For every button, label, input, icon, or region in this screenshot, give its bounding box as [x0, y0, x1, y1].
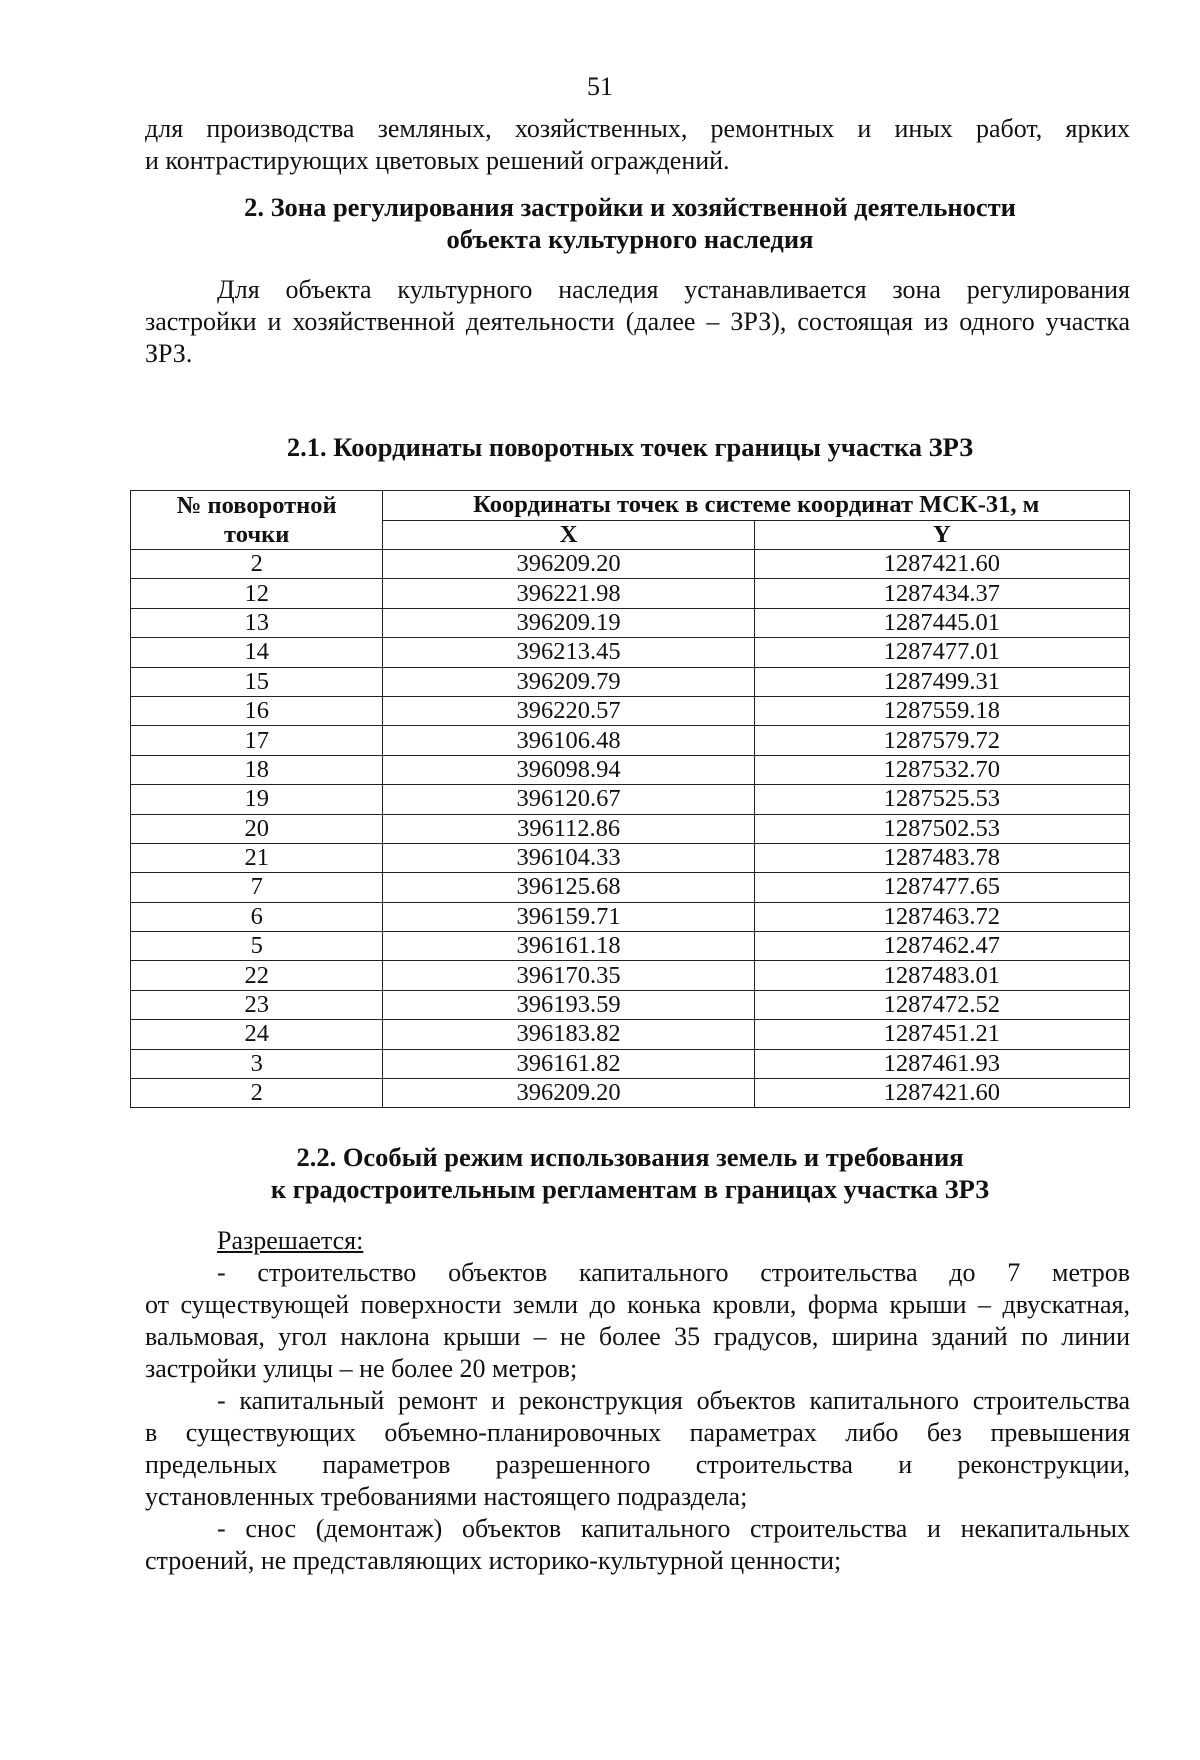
y-coordinate-cell: 1287451.21 [754, 1020, 1129, 1049]
y-coordinate-cell: 1287477.01 [754, 638, 1129, 667]
section-2-heading [130, 191, 1130, 255]
point-number-cell: 16 [131, 696, 383, 725]
heading-line: 2. Зона регулирования застройки и хозяйственной деятельности [244, 192, 1016, 222]
point-number-cell: 7 [131, 873, 383, 902]
heading-line: к градостроительным регламентам в границах участка ЗРЗ [270, 1174, 990, 1204]
table-row [131, 608, 1130, 637]
table-row [131, 814, 1130, 843]
table-row [131, 785, 1130, 814]
y-coordinate-cell: 1287483.78 [754, 843, 1129, 872]
x-coordinate-cell: 396209.20 [383, 1079, 754, 1108]
table-row [131, 843, 1130, 872]
x-coordinate-cell: 396209.19 [383, 608, 754, 637]
x-coordinate-cell: 396112.86 [383, 814, 754, 843]
y-coordinate-cell: 1287472.52 [754, 990, 1129, 1019]
point-number-cell: 17 [131, 726, 383, 755]
y-coordinate-cell: 1287463.72 [754, 902, 1129, 931]
point-number-cell: 20 [131, 814, 383, 843]
y-coordinate-cell: 1287525.53 [754, 785, 1129, 814]
header-coordinates: Координаты точек в системе координат МСК-31, м [383, 491, 1130, 521]
x-coordinate-cell: 396221.98 [383, 579, 754, 608]
y-coordinate-cell: 1287559.18 [754, 696, 1129, 725]
list-item [145, 1385, 1130, 1513]
point-number-cell: 19 [131, 785, 383, 814]
section-2-2-body [145, 1225, 1130, 1577]
table-row [131, 726, 1130, 755]
text-line: вальмовая, угол наклона крыши – не более 35 градусов, ширина зданий по линии [145, 1322, 1130, 1351]
x-coordinate-cell: 396170.35 [383, 961, 754, 990]
x-coordinate-cell: 396220.57 [383, 696, 754, 725]
point-number-cell: 3 [131, 1049, 383, 1078]
table-row [131, 961, 1130, 990]
y-coordinate-cell: 1287502.53 [754, 814, 1129, 843]
point-number-cell: 22 [131, 961, 383, 990]
heading-line: 2.2. Особый режим использования земель и требования [296, 1142, 964, 1172]
text-line: установленных требованиями настоящего подраздела; [145, 1482, 748, 1511]
x-coordinate-cell: 396161.82 [383, 1049, 754, 1078]
section-2-2-heading [130, 1141, 1130, 1205]
table-row [131, 990, 1130, 1019]
table-row [131, 1079, 1130, 1108]
point-number-cell: 6 [131, 902, 383, 931]
y-coordinate-cell: 1287483.01 [754, 961, 1129, 990]
point-number-cell: 21 [131, 843, 383, 872]
point-number-cell: 18 [131, 755, 383, 784]
section-2-paragraph [145, 274, 1130, 370]
point-number-cell: 2 [131, 1079, 383, 1108]
text-line: застройки и хозяйственной деятельности (далее – ЗРЗ), состоящая из одного участка [145, 307, 1130, 336]
coordinates-table [130, 490, 1130, 1108]
point-number-cell: 23 [131, 990, 383, 1019]
page-number: 51 [587, 72, 613, 101]
x-coordinate-cell: 396104.33 [383, 843, 754, 872]
allowed-label: Разрешается: [217, 1226, 364, 1255]
y-coordinate-cell: 1287462.47 [754, 932, 1129, 961]
table-row [131, 550, 1130, 579]
table-row [131, 902, 1130, 931]
y-coordinate-cell: 1287499.31 [754, 667, 1129, 696]
x-coordinate-cell: 396159.71 [383, 902, 754, 931]
text-line: и контрастирующих цветовых решений ограждений. [145, 146, 730, 175]
point-number-cell: 12 [131, 579, 383, 608]
list-item [145, 1513, 1130, 1577]
point-number-cell: 5 [131, 932, 383, 961]
x-coordinate-cell: 396209.79 [383, 667, 754, 696]
table-row [131, 1020, 1130, 1049]
x-coordinate-cell: 396183.82 [383, 1020, 754, 1049]
text-line: Для объекта культурного наследия устанавливается зона регулирования [217, 275, 1130, 304]
table-row [131, 1049, 1130, 1078]
y-coordinate-cell: 1287579.72 [754, 726, 1129, 755]
point-number-cell: 24 [131, 1020, 383, 1049]
header-point-number: № поворотной точки [131, 491, 383, 550]
x-coordinate-cell: 396209.20 [383, 550, 754, 579]
table-row [131, 873, 1130, 902]
point-number-cell: 14 [131, 638, 383, 667]
text-line: - строительство объектов капитального строительства до 7 метров [217, 1258, 1130, 1287]
table-row [131, 579, 1130, 608]
list-item [145, 1257, 1130, 1385]
table-body [131, 550, 1130, 1108]
text-line: застройки улицы – не более 20 метров; [145, 1354, 578, 1383]
intro-paragraph [145, 113, 1130, 177]
y-coordinate-cell: 1287461.93 [754, 1049, 1129, 1078]
heading-line: 2.1. Координаты поворотных точек границы участка ЗРЗ [286, 432, 974, 462]
x-coordinate-cell: 396106.48 [383, 726, 754, 755]
y-coordinate-cell: 1287532.70 [754, 755, 1129, 784]
point-number-cell: 13 [131, 608, 383, 637]
header-x: X [383, 520, 754, 550]
y-coordinate-cell: 1287434.37 [754, 579, 1129, 608]
text-line: в существующих объемно-планировочных параметрах либо без превышения [145, 1418, 1130, 1447]
header-y: Y [754, 520, 1129, 550]
table-row [131, 638, 1130, 667]
table-row [131, 932, 1130, 961]
text-line: предельных параметров разрешенного строительства и реконструкции, [145, 1450, 1130, 1479]
x-coordinate-cell: 396193.59 [383, 990, 754, 1019]
y-coordinate-cell: 1287421.60 [754, 1079, 1129, 1108]
x-coordinate-cell: 396120.67 [383, 785, 754, 814]
table-row [131, 667, 1130, 696]
y-coordinate-cell: 1287421.60 [754, 550, 1129, 579]
point-number-cell: 15 [131, 667, 383, 696]
point-number-cell: 2 [131, 550, 383, 579]
y-coordinate-cell: 1287477.65 [754, 873, 1129, 902]
text-line: - капитальный ремонт и реконструкция объектов капитального строительства [217, 1386, 1130, 1415]
x-coordinate-cell: 396098.94 [383, 755, 754, 784]
text-line: - снос (демонтаж) объектов капитального строительства и некапитальных [217, 1514, 1130, 1543]
text-line: ЗРЗ. [145, 339, 193, 368]
x-coordinate-cell: 396125.68 [383, 873, 754, 902]
y-coordinate-cell: 1287445.01 [754, 608, 1129, 637]
table-header-row [131, 491, 1130, 521]
heading-line: объекта культурного наследия [446, 224, 814, 254]
text-line: строений, не представляющих историко-культурной ценности; [145, 1546, 842, 1575]
table-row [131, 755, 1130, 784]
text-line: для производства земляных, хозяйственных, ремонтных и иных работ, ярких [145, 114, 1130, 143]
x-coordinate-cell: 396161.18 [383, 932, 754, 961]
text-line: от существующей поверхности земли до конька кровли, форма крыши – двускатная, [145, 1290, 1130, 1319]
x-coordinate-cell: 396213.45 [383, 638, 754, 667]
table-row [131, 696, 1130, 725]
section-2-1-heading [130, 431, 1130, 463]
